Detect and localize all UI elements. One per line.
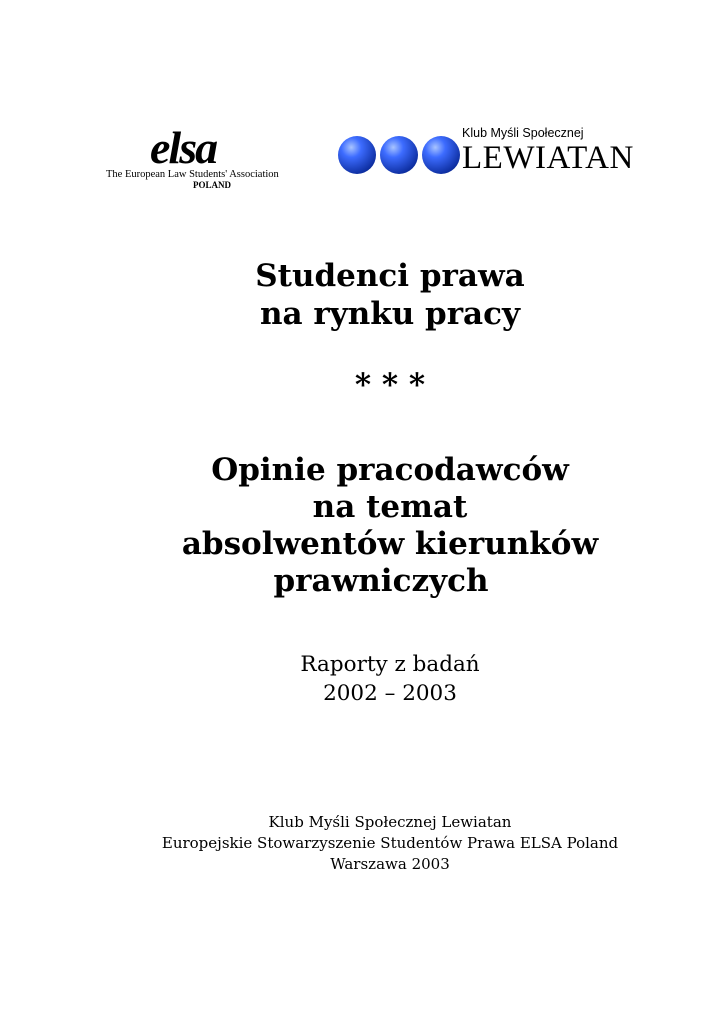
main-title-line: Studenci prawa [255,258,525,294]
blue-ball-icon [422,136,460,174]
elsa-logo-subtitle: The European Law Students' Association [106,169,279,180]
blue-ball-icon [380,136,418,174]
elsa-logo [106,122,298,192]
footer-line: Warszawa 2003 [330,855,450,873]
report-label: Raporty z badań [300,652,480,677]
subtitle-line: prawniczych [273,563,489,599]
subtitle-line: na temat [312,489,468,525]
elsa-logo-country: POLAND [193,180,231,190]
lewiatan-logo-name: LEWIATAN [462,140,634,176]
lewiatan-logo-klub: Klub Myśli Społecznej [462,126,584,140]
separator-stars: * * * [354,367,426,403]
blue-ball-icon [338,136,376,174]
publisher-footer [60,812,720,875]
main-title-line: na rynku pracy [259,296,521,332]
footer-line: Klub Myśli Społecznej Lewiatan [268,813,512,831]
lewiatan-logo [337,126,677,182]
report-years: 2002 – 2003 [323,681,457,706]
main-title [80,257,700,333]
subtitle-line: Opinie pracodawców [211,452,569,488]
separator [80,366,700,404]
report-info [80,650,700,708]
subtitle [80,452,700,600]
elsa-logo-mark: elsa [150,122,217,173]
footer-line: Europejskie Stowarzyszenie Studentów Prawa ELSA Poland [161,834,619,852]
subtitle-line: absolwentów kierunków [181,526,599,562]
blue-balls-icon [337,134,463,176]
